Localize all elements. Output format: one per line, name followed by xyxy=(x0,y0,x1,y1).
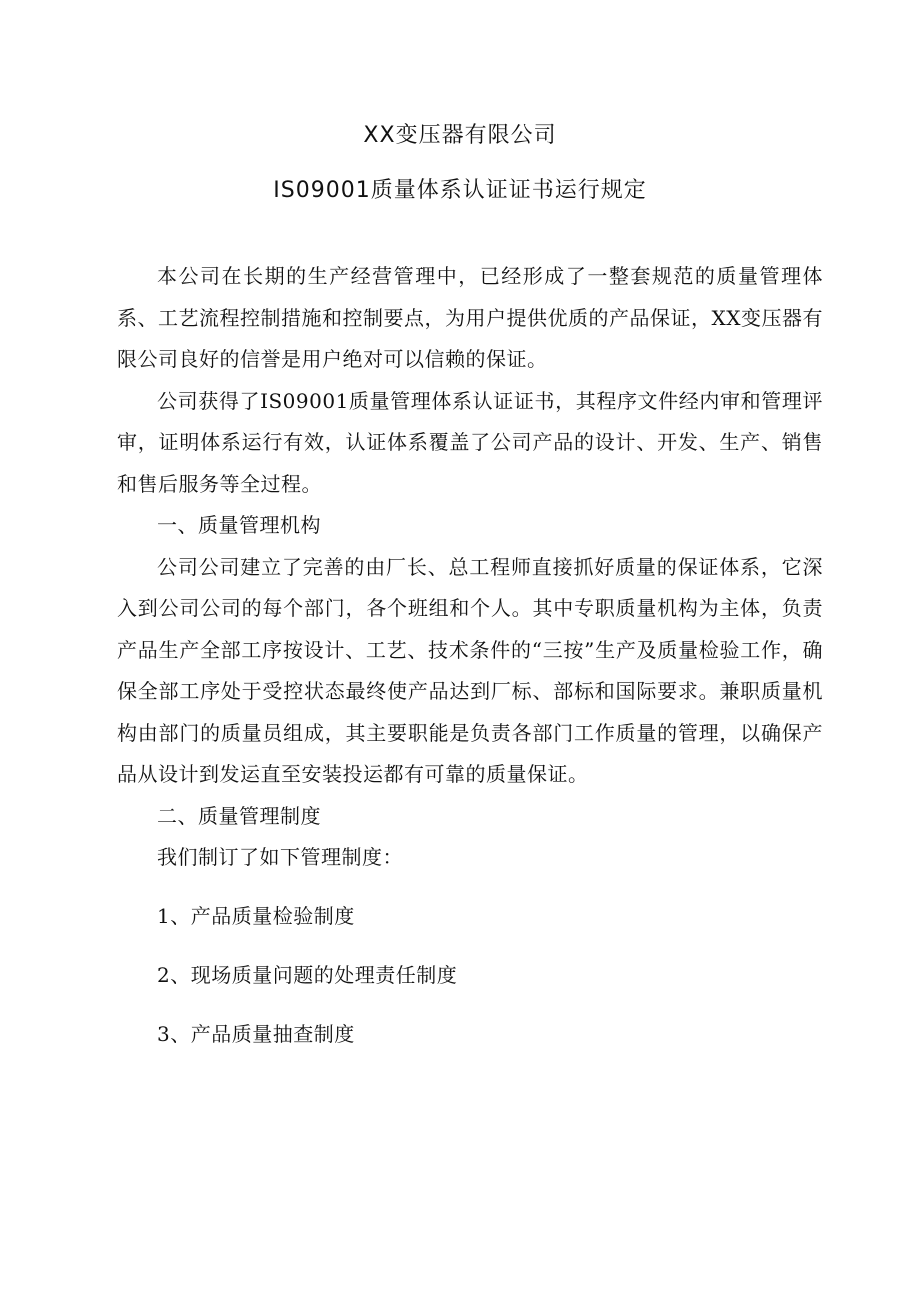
section-paragraph-quality-organization: 公司公司建立了完善的由厂长、总工程师直接抓好质量的保证体系，它深入到公司公司的每个部门，各个班组和个人。其中专职质量机构为主体，负责产品生产全部工序按设计、工艺、技术条件的“三按”生产及质量检验工作，确保全部工序处于受控状态最终使产品达到厂标、部标和国际要求。兼职质量机构由部门的质量员组成，其主要职能是负责各部门工作质量的管理，以确保产品从设计到发运直至安装投运都有可靠的质量保证。 xyxy=(117,554,823,786)
document-body xyxy=(117,256,823,1064)
regulation-list xyxy=(117,887,823,1064)
intro-paragraph-2: 公司获得了IS09001质量管理体系认证证书，其程序文件经内审和管理评审，证明体系运行有效，认证体系覆盖了公司产品的设计、开发、生产、销售和售后服务等全过程。 xyxy=(117,388,823,496)
section-heading-quality-organization: 一、质量管理机构 xyxy=(157,513,321,537)
list-intro: 我们制订了如下管理制度： xyxy=(157,845,403,869)
document-subtitle: IS09001质量体系认证证书运行规定 xyxy=(273,178,647,203)
list-item: 2、现场质量问题的处理责任制度 xyxy=(157,962,458,987)
section-heading-quality-system: 二、质量管理制度 xyxy=(157,803,321,828)
intro-paragraph-1: 本公司在长期的生产经营管理中，已经形成了一整套规范的质量管理体系、工艺流程控制措施和控制要点，为用户提供优质的产品保证，XX变压器有限公司良好的信誉是用户绝对可以信赖的保证。 xyxy=(117,264,823,371)
list-item: 3、产品质量抽查制度 xyxy=(157,1021,355,1046)
list-item: 1、产品质量检验制度 xyxy=(157,903,355,928)
document-title: XX变压器有限公司 xyxy=(363,123,557,148)
